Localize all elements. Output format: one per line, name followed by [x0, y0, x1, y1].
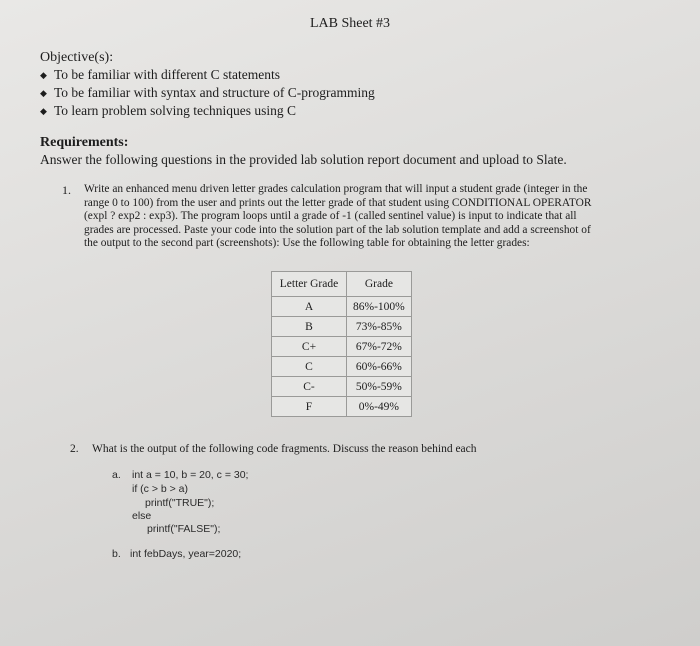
objectives-heading: Objective(s): — [40, 50, 114, 65]
question-1-number: 1. — [62, 183, 71, 197]
page-title: LAB Sheet #3 — [309, 16, 391, 31]
range-cell: 73%-85% — [347, 317, 412, 337]
question-1-line: (expl ? exp2 : exp3). The program loops until a grade of -1 (called sentinel value) is input to indicate that all — [84, 210, 577, 222]
code-line: int febDays, year=2020; — [130, 548, 242, 560]
letter-cell: C — [272, 357, 347, 377]
question-1-line: range 0 to 100) from the user and prints out the letter grade of that student using CONDITIONAL OPERATOR — [84, 196, 592, 209]
question-1-line: the output to the second part (screenshots): Use the following table for obtaining the letter grades: — [84, 237, 530, 249]
part-a-label: a. — [112, 469, 121, 481]
column-header-grade: Grade — [347, 272, 412, 297]
table-row — [272, 397, 412, 417]
column-header-letter: Letter Grade — [272, 272, 347, 297]
letter-cell: F — [272, 397, 347, 417]
range-cell: 0%-49% — [347, 397, 412, 417]
question-2-text: What is the output of the following code fragments. Discuss the reason behind each — [92, 443, 477, 455]
range-cell: 60%-66% — [347, 357, 412, 377]
range-cell: 86%-100% — [347, 297, 412, 317]
table-header-row — [272, 272, 412, 297]
letter-cell: C+ — [272, 337, 347, 357]
table-row — [272, 337, 412, 357]
grade-table — [271, 271, 412, 417]
code-line: else — [132, 510, 152, 522]
table-row — [272, 357, 412, 377]
requirements-text: Answer the following questions in the provided lab solution report document and upload to Slate. — [40, 152, 567, 167]
objectives-list — [40, 66, 375, 120]
bullet-icon: ◆ — [40, 88, 47, 98]
question-2-number: 2. — [70, 443, 79, 455]
bullet-icon: ◆ — [40, 70, 47, 80]
code-line: printf("FALSE"); — [147, 523, 221, 535]
letter-cell: B — [272, 317, 347, 337]
letter-cell: A — [272, 297, 347, 317]
range-cell: 50%-59% — [347, 377, 412, 397]
requirements-heading: Requirements: — [40, 135, 129, 150]
objective-item: ◆ To be familiar with syntax and structure of C-programming — [40, 85, 375, 100]
table-row — [272, 297, 412, 317]
objective-item: ◆ To be familiar with different C statements — [40, 67, 280, 82]
bullet-icon: ◆ — [40, 106, 47, 116]
letter-cell: C- — [272, 377, 347, 397]
question-1-line: grades are processed. Paste your code into the solution part of the lab solution template and add a screenshot of — [84, 223, 591, 236]
objective-item: ◆ To learn problem solving techniques using C — [40, 103, 297, 118]
code-line: int a = 10, b = 20, c = 30; — [132, 469, 249, 481]
question-1-text — [84, 183, 654, 251]
question-1-line: Write an enhanced menu driven letter grades calculation program that will input a student grade (integer in the — [84, 183, 588, 195]
table-row — [272, 317, 412, 337]
range-cell: 67%-72% — [347, 337, 412, 357]
part-b-label: b. — [112, 548, 121, 560]
code-line: if (c > b > a) — [132, 483, 189, 495]
code-line: printf("TRUE"); — [145, 497, 215, 509]
table-row — [272, 377, 412, 397]
